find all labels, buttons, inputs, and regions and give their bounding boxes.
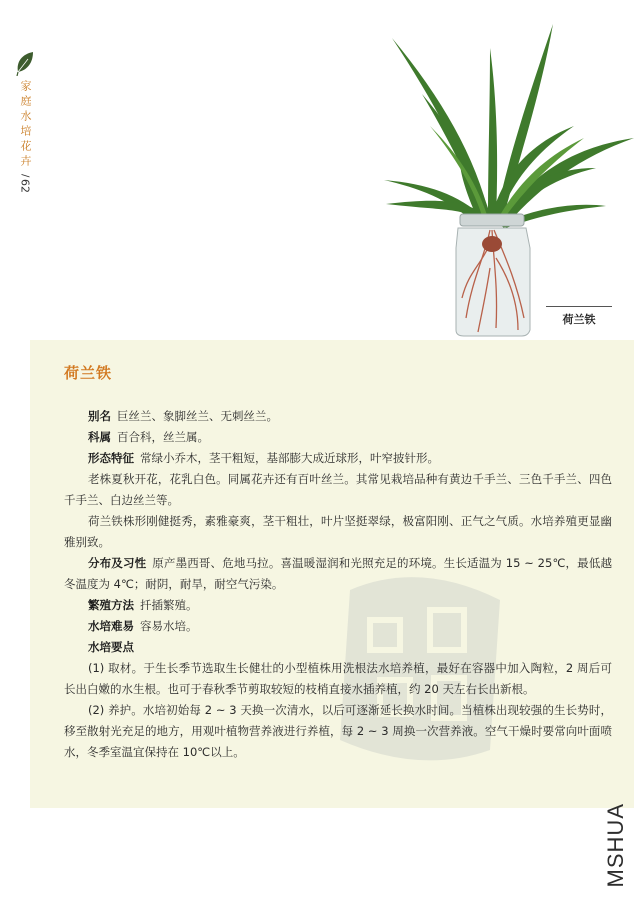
distribution-value: 原产墨西哥、危地马拉。喜温暖湿润和光照充足的环境。生长适温为 15 ~ 25℃，最低越冬温度为 4℃；耐阴，耐旱，耐空气污染。 [64,556,612,591]
page-number: 62 [18,179,32,194]
family-row [64,427,612,448]
keypoint-1: (1) 取材。于生长季节选取生长健壮的小型植株用洗根法水培养植，最好在容器中加入陶粒，2 周后可长出白嫩的水生根。也可于春秋季节剪取较短的枝梢直接水插养植，约 20 天左右长出新根。 [64,661,612,696]
plant-name: 荷兰铁 [64,364,113,382]
distribution-row [64,553,612,595]
side-header [12,50,38,193]
difficulty-row [64,616,612,637]
propagation-value: 扦插繁殖。 [140,598,198,612]
leaf-icon [14,50,36,76]
content-box [30,340,634,808]
alias-label: 别名 [88,409,111,423]
propagation-label: 繁殖方法 [88,598,134,612]
keypoint-2: (2) 养护。水培初始每 2 ~ 3 天换一次清水，以后可逐渐延长换水时间。当植株出现较强的生长势时，移至散射光充足的地方，用观叶植物营养液进行养植，每 2 ~ 3 周换一次营养液。空气干燥时要常向叶面喷水，冬季室温宜保持在 10℃以上。 [64,703,612,759]
morphology-label: 形态特征 [88,451,134,465]
plant-photo [378,18,637,338]
difficulty-label: 水培难易 [88,619,134,633]
photo-caption: 荷兰铁 [546,306,612,327]
morphology-row [64,448,612,469]
propagation-row [64,595,612,616]
paragraph-2: 荷兰铁株形刚健挺秀，素雅豪爽，茎干粗壮，叶片坚挺翠绿，极富阳刚、正气之气质。水培养殖更显幽雅别致。 [64,514,612,549]
watermark-text: MSHUA [603,802,628,887]
article-body [64,406,612,763]
family-label: 科属 [88,430,111,444]
paragraph-1: 老株夏秋开花，花乳白色。同属花卉还有百叶丝兰。其常见栽培品种有黄边千手兰、三色千手兰、四色千手兰、白边丝兰等。 [64,472,612,507]
keypoints-row [64,637,612,658]
family-value: 百合科，丝兰属。 [117,430,209,444]
keypoints-label: 水培要点 [88,640,134,654]
book-title: 家庭水培花卉 [19,80,32,170]
distribution-label: 分布及习性 [88,556,147,570]
alias-row [64,406,612,427]
morphology-value: 常绿小乔木，茎干粗短，基部膨大成近球形，叶窄披针形。 [140,451,439,465]
difficulty-value: 容易水培。 [140,619,198,633]
header-separator: / [19,174,31,178]
alias-value: 巨丝兰、象脚丝兰、无刺丝兰。 [117,409,278,423]
